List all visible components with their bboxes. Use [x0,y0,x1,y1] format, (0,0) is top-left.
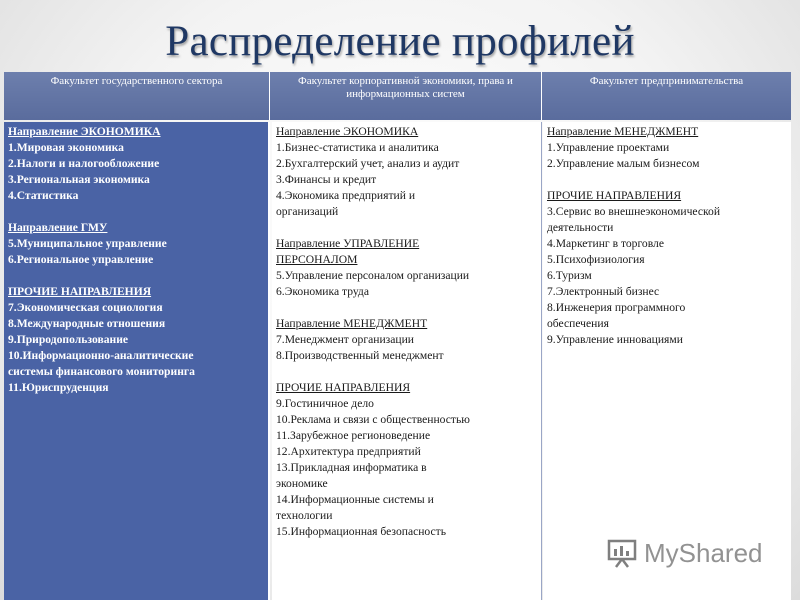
direction-heading: Направление МЕНЕДЖМЕНТ [547,125,699,138]
list-item: 14.Информационные системы и [276,493,434,506]
list-item: системы финансового мониторинга [8,365,195,378]
direction-heading: ПРОЧИЕ НАПРАВЛЕНИЯ [276,381,411,394]
direction-heading: Направление ГМУ [8,221,108,234]
list-item: 9.Управление инновациями [547,333,683,346]
list-item: 3.Региональная экономика [8,173,150,186]
list-item: 1.Мировая экономика [8,141,124,154]
direction-heading: Направление УПРАВЛЕНИЕ [276,237,420,250]
list-item: деятельности [547,221,614,234]
list-item: 15.Информационная безопасность [276,525,447,538]
list-item: 4.Экономика предприятий и [276,189,416,202]
column-corporate-economics [272,122,542,600]
list-item: 1.Управление проектами [547,141,670,154]
list-item: экономике [276,477,328,490]
list-item: 9.Природопользование [8,333,129,346]
myshared-logo [606,536,776,570]
list-item: 4.Маркетинг в торговле [547,237,664,250]
direction-heading: Направление ЭКОНОМИКА [276,125,419,138]
list-item: 13.Прикладная информатика в [276,461,427,474]
list-item: 11.Зарубежное регионоведение [276,429,431,442]
slide-title: Распределение профилей [165,18,635,65]
list-item: 10.Информационно-аналитические [8,349,194,362]
list-item: 7.Электронный бизнес [547,285,660,298]
list-item: 12.Архитектура предприятий [276,445,421,458]
direction-heading: ПРОЧИЕ НАПРАВЛЕНИЯ [8,285,152,298]
list-item: 8.Производственный менеджмент [276,349,444,362]
profiles-table [4,72,791,600]
list-item: 3.Сервис во внешнеэкономической [547,205,721,218]
list-item: 5.Управление персоналом организации [276,269,470,282]
header-public-sector: Факультет государственного сектора [4,72,270,120]
list-item: 8.Инженерия программного [547,301,686,314]
list-item: 7.Экономическая социология [8,301,163,314]
list-item: 5.Муниципальное управление [8,237,167,250]
direction-heading: Направление МЕНЕДЖМЕНТ [276,317,428,330]
column-entrepreneurship [543,122,791,600]
logo-text: MyShared [644,538,763,568]
list-item: 11.Юриспруденция [8,381,109,394]
list-item: обеспечения [547,317,609,330]
list-item: технологии [276,509,333,522]
list-item: 9.Гостиничное дело [276,397,374,410]
header-corporate-economics: Факультет корпоративной экономики, права и информационных систем [270,72,542,120]
column-public-sector [4,122,270,600]
direction-heading: ПРОЧИЕ НАПРАВЛЕНИЯ [547,189,682,202]
direction-heading: Направление ЭКОНОМИКА [8,125,161,138]
list-item: 6.Экономика труда [276,285,369,298]
list-item: 2.Налоги и налогообложение [8,157,160,170]
header-entrepreneurship: Факультет предпринимательства [542,72,791,120]
direction-heading: ПЕРСОНАЛОМ [276,253,358,266]
list-item: 10.Реклама и связи с общественностью [276,413,470,426]
list-item: 2.Управление малым бизнесом [547,157,700,170]
presentation-board-icon [606,538,638,568]
list-item: 7.Менеджмент организации [276,333,414,346]
list-item: 8.Международные отношения [8,317,166,330]
list-item: 3.Финансы и кредит [276,173,377,186]
list-item: 4.Статистика [8,189,79,202]
list-item: 1.Бизнес-статистика и аналитика [276,141,439,154]
list-item: организаций [276,205,339,218]
list-item: 2.Бухгалтерский учет, анализ и аудит [276,157,460,170]
list-item: 6.Туризм [547,269,592,282]
list-item: 5.Психофизиология [547,253,645,266]
list-item: 6.Региональное управление [8,253,154,266]
